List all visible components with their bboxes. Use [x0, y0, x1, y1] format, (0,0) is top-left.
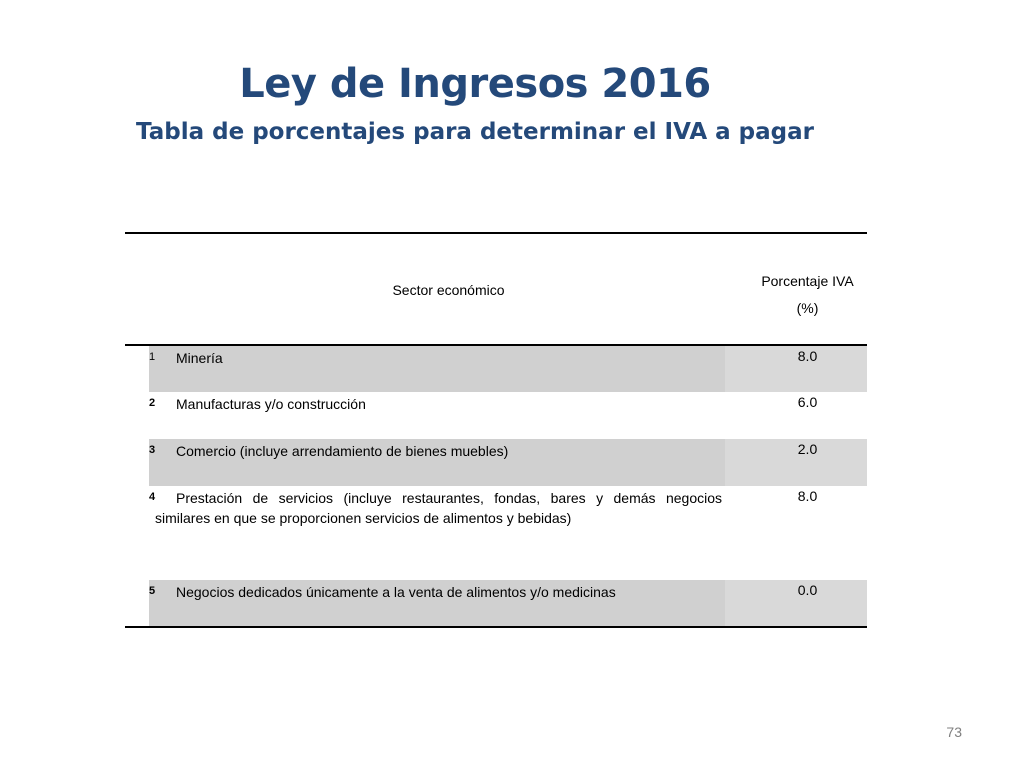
- row-sector: Comercio (incluye arrendamiento de bienes muebles): [176, 443, 509, 459]
- header-percentage: [725, 268, 890, 322]
- row-percentage: 8.0: [797, 488, 818, 504]
- row-sector-line2: similares en que se proporcionen servicios de alimentos y bebidas): [155, 510, 572, 526]
- row-number: 5: [149, 585, 156, 597]
- header-percentage-line1: Porcentaje IVA: [761, 273, 854, 289]
- header-sector: Sector económico: [392, 282, 505, 298]
- row-sector: Negocios dedicados únicamente a la venta de alimentos y/o medicinas: [176, 584, 616, 600]
- table-header: [125, 234, 867, 346]
- row-number: 3: [149, 444, 156, 456]
- iva-percentage-table: [125, 232, 867, 628]
- row-number: 4: [149, 491, 156, 503]
- slide-title: Ley de Ingresos 2016: [239, 61, 711, 107]
- table-row: [125, 346, 867, 392]
- table-row: [125, 486, 867, 580]
- row-number: 1: [149, 351, 156, 363]
- row-sector: Minería: [176, 350, 223, 366]
- row-number: 2: [149, 397, 156, 409]
- table-row: [125, 580, 867, 626]
- row-sector-line1: Prestación de servicios (incluye restaurantes, fondas, bares y demás negocios: [176, 490, 722, 506]
- slide-subtitle: Tabla de porcentajes para determinar el IVA a pagar: [136, 119, 814, 145]
- page-number: 73: [946, 724, 962, 740]
- table-row: [125, 439, 867, 486]
- row-percentage: 0.0: [797, 582, 818, 598]
- table-row: [125, 392, 867, 439]
- row-percentage: 6.0: [797, 394, 818, 410]
- row-sector: Manufacturas y/o construcción: [176, 396, 366, 412]
- header-percentage-line2: (%): [796, 300, 819, 316]
- row-sector: [155, 488, 722, 528]
- row-percentage: 2.0: [797, 441, 818, 457]
- row-percentage: 8.0: [797, 348, 818, 364]
